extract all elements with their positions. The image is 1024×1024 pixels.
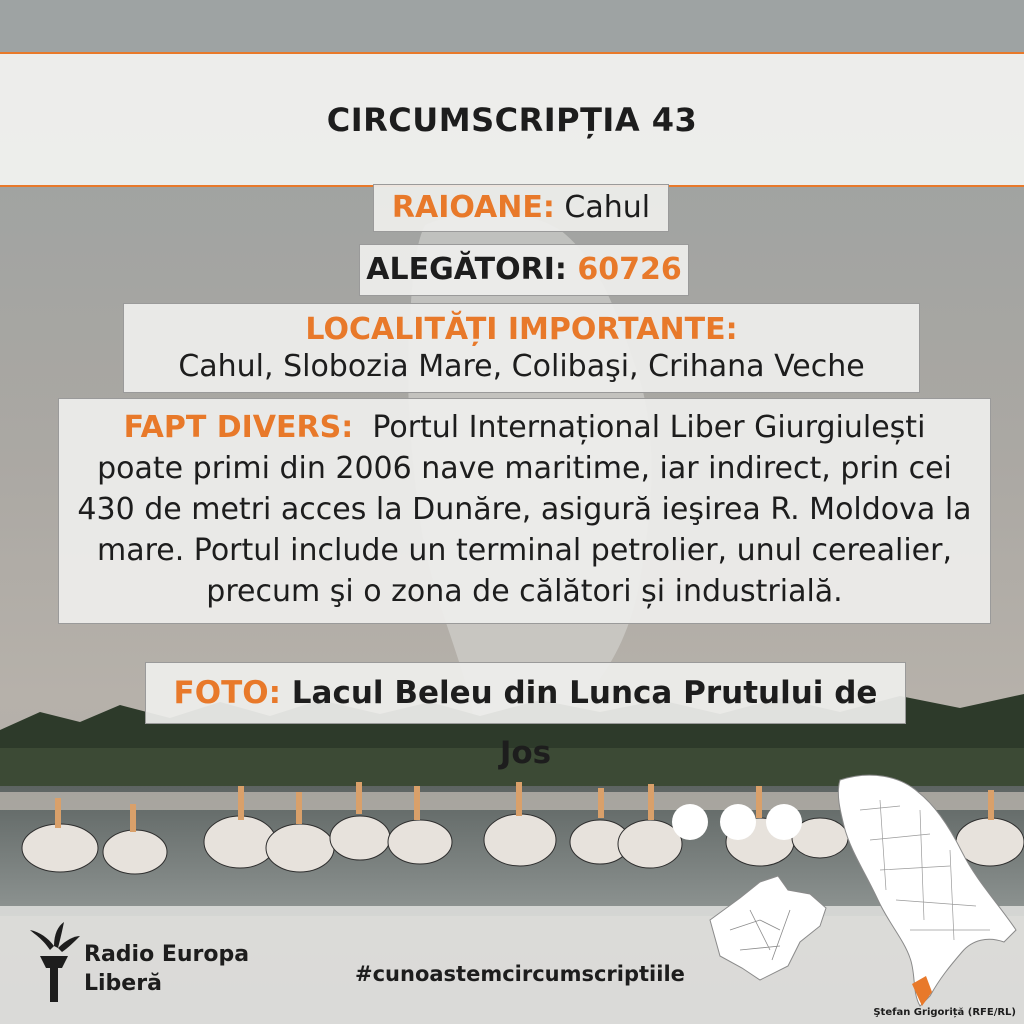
alegatori-label: ALEGĂTORI: xyxy=(366,252,567,287)
foto-caption: Lacul Beleu din Lunca Prutului de Jos xyxy=(291,675,878,771)
foto-label: FOTO: xyxy=(173,675,281,711)
raioane-box xyxy=(373,184,669,232)
page-title: CIRCUMSCRIPȚIA 43 xyxy=(326,100,698,139)
fapt-divers-text: Portul Internațional Liber Giurgiulești poate primi din 2006 nave maritime, iar indirect, prin cei 430 de metri acces la Dunăre, asigură ieşirea R. Moldova la mare. Portul include un terminal petrolier, unul cerealier, precum şi o zona de călători și industrială. xyxy=(77,410,972,609)
title-band xyxy=(0,52,1024,187)
localitati-value: Cahul, Slobozia Mare, Colibaşi, Crihana Veche xyxy=(178,349,865,384)
alegatori-value: 60726 xyxy=(577,252,682,287)
moldova-district-map-icon xyxy=(700,770,1024,1010)
top-sky-strip xyxy=(0,0,1024,52)
brand-name xyxy=(84,940,249,998)
photo-credit: Ştefan Grigoriță (RFE/RL) xyxy=(873,1007,1016,1018)
hashtag: #cunoastemcircumscriptiile xyxy=(355,962,685,986)
raioane-label: RAIOANE: xyxy=(391,190,555,225)
fapt-divers-label: FAPT DIVERS: xyxy=(123,410,354,445)
raioane-value: Cahul xyxy=(564,190,651,225)
foto-box xyxy=(145,662,906,771)
alegatori-box xyxy=(359,244,689,296)
brand-line-1: Radio Europa xyxy=(84,942,250,967)
brand-line-2: Liberă xyxy=(84,971,162,996)
localitati-label: LOCALITĂȚI IMPORTANTE: xyxy=(305,312,738,347)
localitati-box xyxy=(123,303,920,393)
fapt-divers-box xyxy=(58,398,991,624)
